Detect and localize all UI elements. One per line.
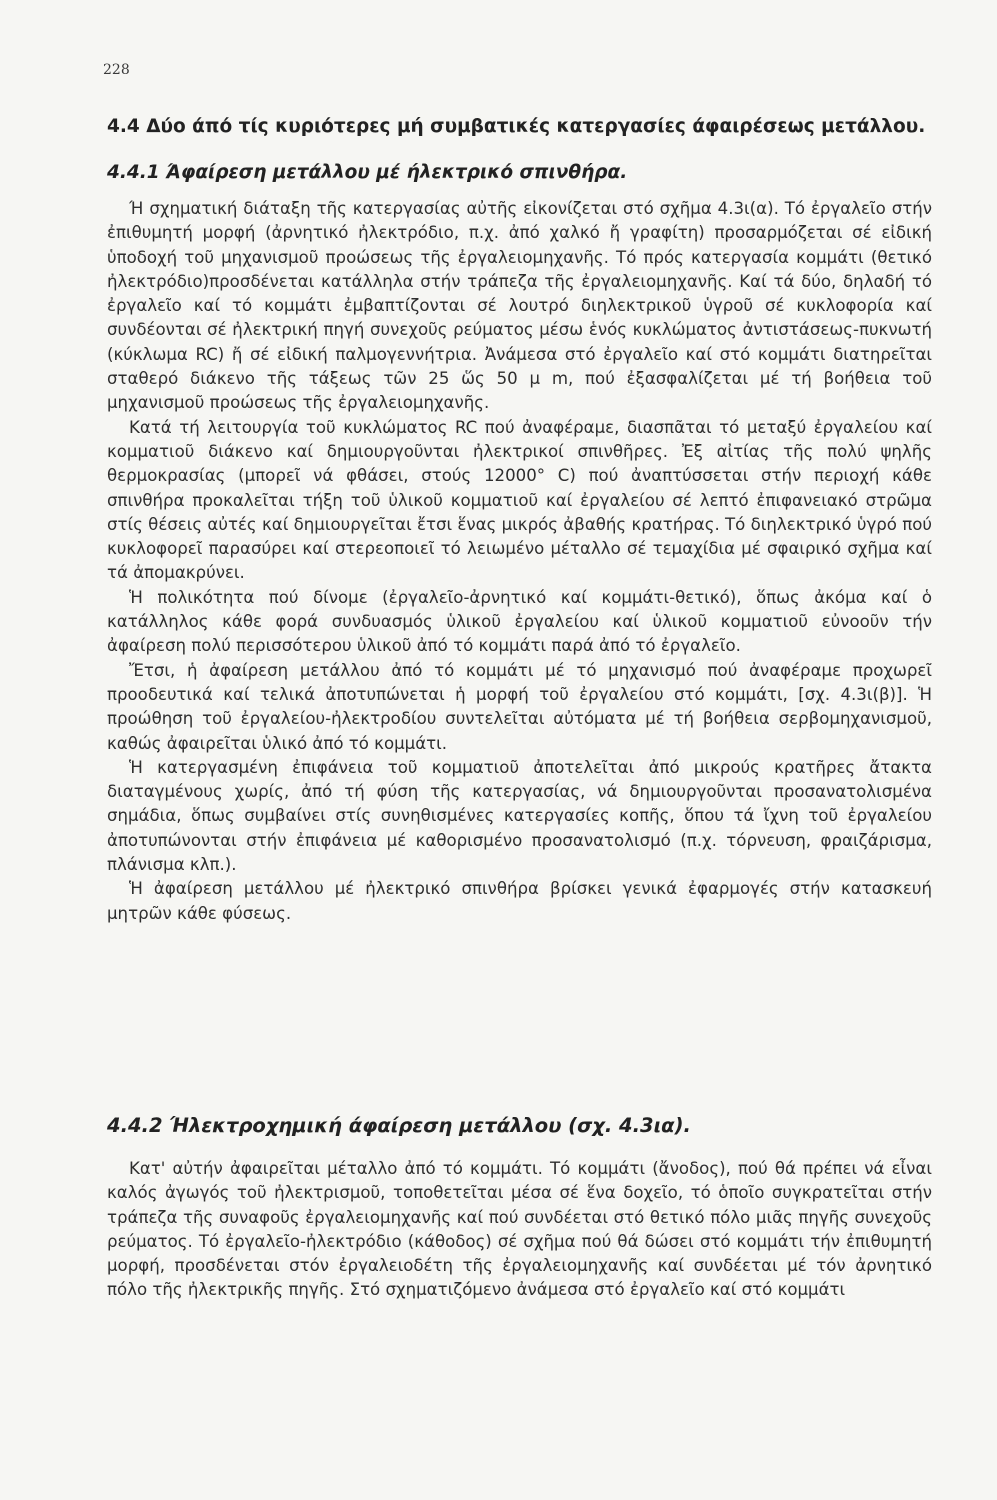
paragraph: Κατ' αὐτήν ἀφαιρεῖται μέταλλο ἀπό τό κομμάτι. Τό κομμάτι (ἄνοδος), πού θά πρέπει νά εἶναι καλός ἀγωγός τοῦ ἠλεκτρισμοῦ, τοποθετεῖται μέσα σέ ἕνα δοχεῖο, τό ὁποῖο συγκρατεῖται στήν τράπεζα τῆς συναφοῦς ἐργαλειομηχανῆς καί πού συνδέεται στό θετικό πόλο μιᾶς πηγῆς συνεχοῦς ρεύματος. Τό ἐργαλεῖο-ἠλεκτρόδιο (κάθοδος) σέ σχῆμα πού θά δώσει στό κομμάτι τήν ἐπιθυμητή μορφή, προσδένεται στόν ἐργαλειοδέτη τῆς ἐργαλειομηχανῆς καί συνδέεται μέ τόν ἀρνητικό πόλο τῆς ἠλεκτρικῆς πηγῆς. Στό σχηματιζόμενο ἀνάμεσα στό ἐργαλεῖο καί στό κομμάτι: [107, 1159, 932, 1300]
section-title: 4.4 Δύο άπό τίς κυριότερες μή συμβατικές κατεργασίες άφαιρέσεως μετάλλου.: [107, 116, 926, 137]
paragraph: Ἡ κατεργασμένη ἐπιφάνεια τοῦ κομματιοῦ ἀποτελεῖται ἀπό μικρούς κρατῆρες ἄτακτα διαταγμένους χωρίς, ἀπό τή φύση τῆς κατεργασίας, νά δημιουργοῦνται προσανατολισμένα σημάδια, ὅπως συμβαίνει στίς συνηθισμένες κατεργασίες κοπῆς, ὅπου τά ἴχνη τοῦ ἐργαλείου ἀποτυπώνονται στήν ἐπιφάνεια μέ καθορισμένο προσανατολισμό (π.χ. τόρνευση, φραιζάρισμα, πλάνισμα κλπ.).: [107, 757, 932, 875]
paragraph: Ἡ πολικότητα πού δίνομε (ἐργαλεῖο-ἀρνητικό καί κομμάτι-θετικό), ὅπως ἀκόμα καί ὁ κατάλληλος κάθε φορά συνδυασμός ὑλικοῦ ἐργαλείου καί ὑλικοῦ κομματιοῦ εὐνοοῦν τήν ἀφαίρεση πολύ περισσότερου ὑλικοῦ ἀπό τό κομμάτι παρά ἀπό τό ἐργαλεῖο.: [107, 587, 932, 656]
subsection-title-4-4-1: 4.4.1 Άφαίρεση μετάλλου μέ ήλεκτρικό σπινθήρα.: [107, 162, 628, 183]
subsection-title-4-4-2: 4.4.2 Ήλεκτροχημική άφαίρεση μετάλλου (σχ. 4.3ια).: [107, 1114, 691, 1137]
paragraph: Ἔτσι, ἡ ἀφαίρεση μετάλλου ἀπό τό κομμάτι μέ τό μηχανισμό πού ἀναφέραμε προχωρεῖ προοδευτικά καί τελικά ἀποτυπώνεται ἡ μορφή τοῦ ἐργαλείου στό κομμάτι, [σχ. 4.3ι(β)]. Ἡ προώθηση τοῦ ἐργαλείου-ἠλεκτροδίου συντελεῖται αὐτόματα μέ τή βοήθεια σερβομηχανισμοῦ, καθώς ἀφαιρεῖται ὑλικό ἀπό τό κομμάτι.: [107, 660, 932, 753]
paragraph: Ή σχηματική διάταξη τῆς κατεργασίας αὐτῆς εἰκονίζεται στό σχῆμα 4.3ι(α). Τό ἐργαλεῖο στήν ἐπιθυμητή μορφή (ἀρνητικό ἠλεκτρόδιο, π.χ. ἀπό χαλκό ἤ γραφίτη) προσαρμόζεται σέ εἰδική ὑποδοχή τοῦ μηχανισμοῦ προώσεως τῆς ἐργαλειομηχανῆς. Τό πρός κατεργασία κομμάτι (θετικό ἠλεκτρόδιο)προσδένεται κατάλληλα στήν τράπεζα τῆς ἐργαλειομηχανῆς. Καί τά δύο, δηλαδή τό ἐργαλεῖο καί τό κομμάτι ἐμβαπτίζονται σέ λουτρό διηλεκτρικοῦ ὑγροῦ σέ κυκλοφορία καί συνδέονται σέ ἠλεκτρική πηγή συνεχοῦς ρεύματος μέσω ἑνός κυκλώματος ἀντιστάσεως-πυκνωτή (κύκλωμα RC) ἤ σέ εἰδική παλμογεννήτρια. Ἀνάμεσα στό ἐργαλεῖο καί στό κομμάτι διατηρεῖται σταθερό διάκενο τῆς τάξεως τῶν 25 ὥς 50 μ m, πού ἐξασφαλίζεται μέ τή βοήθεια τοῦ μηχανισμοῦ προώσεως τῆς ἐργαλειομηχανῆς.: [107, 199, 932, 413]
paragraph: Ἡ ἀφαίρεση μετάλλου μέ ἠλεκτρικό σπινθήρα βρίσκει γενικά ἐφαρμογές στήν κατασκευή μητρῶν κάθε φύσεως.: [107, 879, 932, 923]
paragraph: Κατά τή λειτουργία τοῦ κυκλώματος RC πού ἀναφέραμε, διασπᾶται τό μεταξύ ἐργαλείου καί κομματιοῦ διάκενο καί δημιουργοῦνται ἠλεκτρικοί σπινθῆρες. Ἐξ αἰτίας τῆς πολύ ψηλῆς θερμοκρασίας (μπορεῖ νά φθάσει, στούς 12000° C) πού ἀναπτύσσεται στήν περιοχή κάθε σπινθήρα προκαλεῖται τήξη τοῦ ὑλικοῦ κομματιοῦ καί ἐργαλείου σέ λεπτό ἐπιφανειακό στρῶμα στίς θέσεις αὐτές καί δημιουργεῖται ἔτσι ἕνας μικρός ἀβαθής κρατήρας. Τό διηλεκτρικό ὑγρό πού κυκλοφορεῖ παρασύρει καί στερεοποιεῖ τό λειωμένο μέταλλο σέ τεμαχίδια μέ σφαιρικό σχῆμα καί τά ἀπομακρύνει.: [107, 417, 932, 583]
subsection-4-4-2-body: [107, 1157, 932, 1303]
page-number: 228: [103, 62, 130, 78]
subsection-4-4-1-body: [107, 197, 932, 926]
